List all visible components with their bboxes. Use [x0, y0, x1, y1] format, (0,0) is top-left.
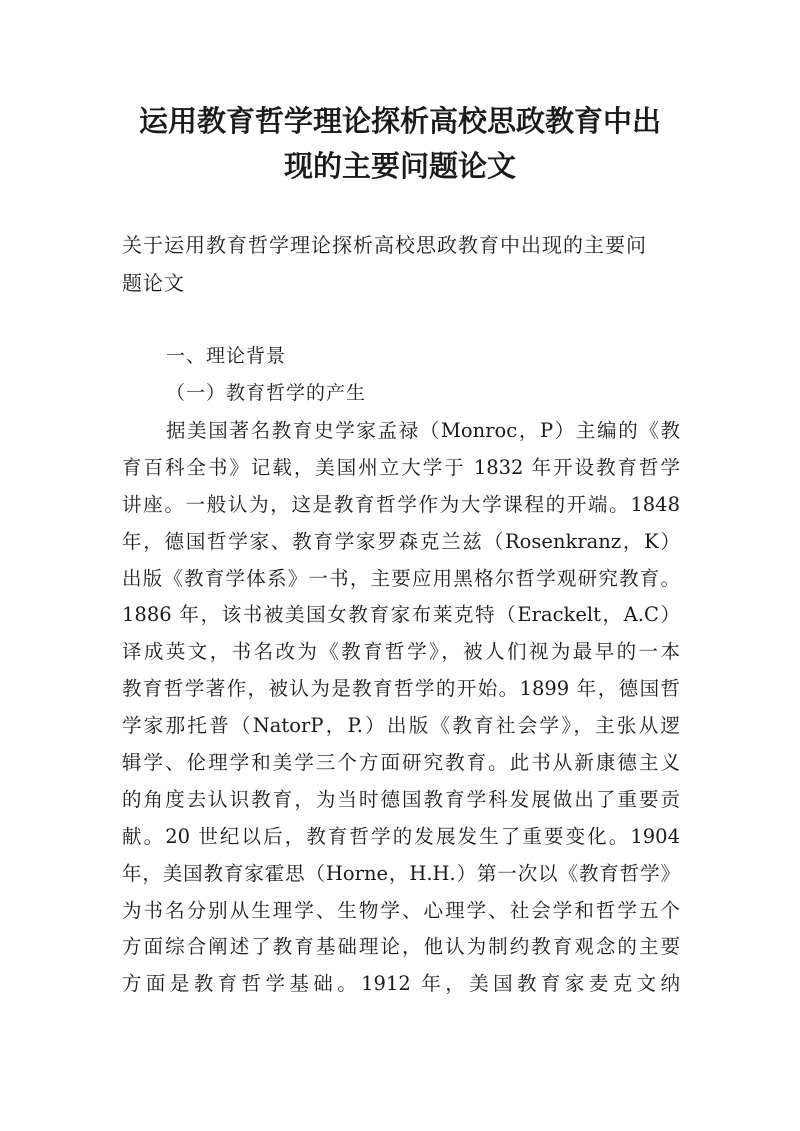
paragraph-line: 年，德国哲学家、教育学家罗森克兰兹（Rosenkranz，K） — [122, 529, 680, 553]
paragraph-line: 为书名分别从生理学、生物学、心理学、社会学和哲学五个 — [122, 898, 680, 922]
paragraph-line: 出版《教育学体系》一书，主要应用黑格尔哲学观研究教育。 — [122, 566, 680, 590]
section-heading: 一、理论背景 — [166, 345, 287, 367]
paragraph-line: 教育哲学著作，被认为是教育哲学的开始。1899 年，德国哲 — [122, 677, 680, 701]
paragraph-line: 方面是教育哲学基础。1912 年，美国教育家麦克文纳 — [122, 972, 680, 996]
paragraph-line: 育百科全书》记载，美国州立大学于 1832 年开设教育哲学 — [122, 455, 680, 479]
paragraph-line: 的角度去认识教育，为当时德国教育学科发展做出了重要贡 — [122, 787, 680, 811]
paragraph-line: 讲座。一般认为，这是教育哲学作为大学课程的开端。1848 — [122, 492, 680, 516]
paragraph-line: 据美国著名教育史学家孟禄（Monroc，P）主编的《教 — [166, 419, 680, 442]
body-paragraph — [122, 413, 680, 1003]
paragraph-line: 学家那托普（NatorP，P.）出版《教育社会学》，主张从逻 — [122, 714, 680, 738]
document-subtitle-line-2: 题论文 — [122, 271, 185, 295]
paragraph-line: 1886 年，该书被美国女教育家布莱克特（Erackelt，A.C） — [122, 603, 680, 627]
document-subtitle-line-1: 关于运用教育哲学理论探析高校思政教育中出现的主要问 — [122, 233, 647, 257]
document-title-line-2: 现的主要问题论文 — [283, 149, 516, 183]
document-title-line-1: 运用教育哲学理论探析高校思政教育中出 — [138, 104, 661, 138]
paragraph-line: 译成英文，书名改为《教育哲学》，被人们视为最早的一本 — [122, 640, 680, 664]
paragraph-line: 辑学、伦理学和美学三个方面研究教育。此书从新康德主义 — [122, 751, 680, 775]
paragraph-line: 方面综合阐述了教育基础理论，他认为制约教育观念的主要 — [122, 935, 680, 959]
subsection-heading: （一）教育哲学的产生 — [166, 382, 367, 404]
paragraph-line: 献。20 世纪以后，教育哲学的发展发生了重要变化。1904 — [122, 824, 680, 848]
paragraph-line: 年，美国教育家霍思（Horne，H.H.）第一次以《教育哲学》 — [122, 861, 680, 885]
